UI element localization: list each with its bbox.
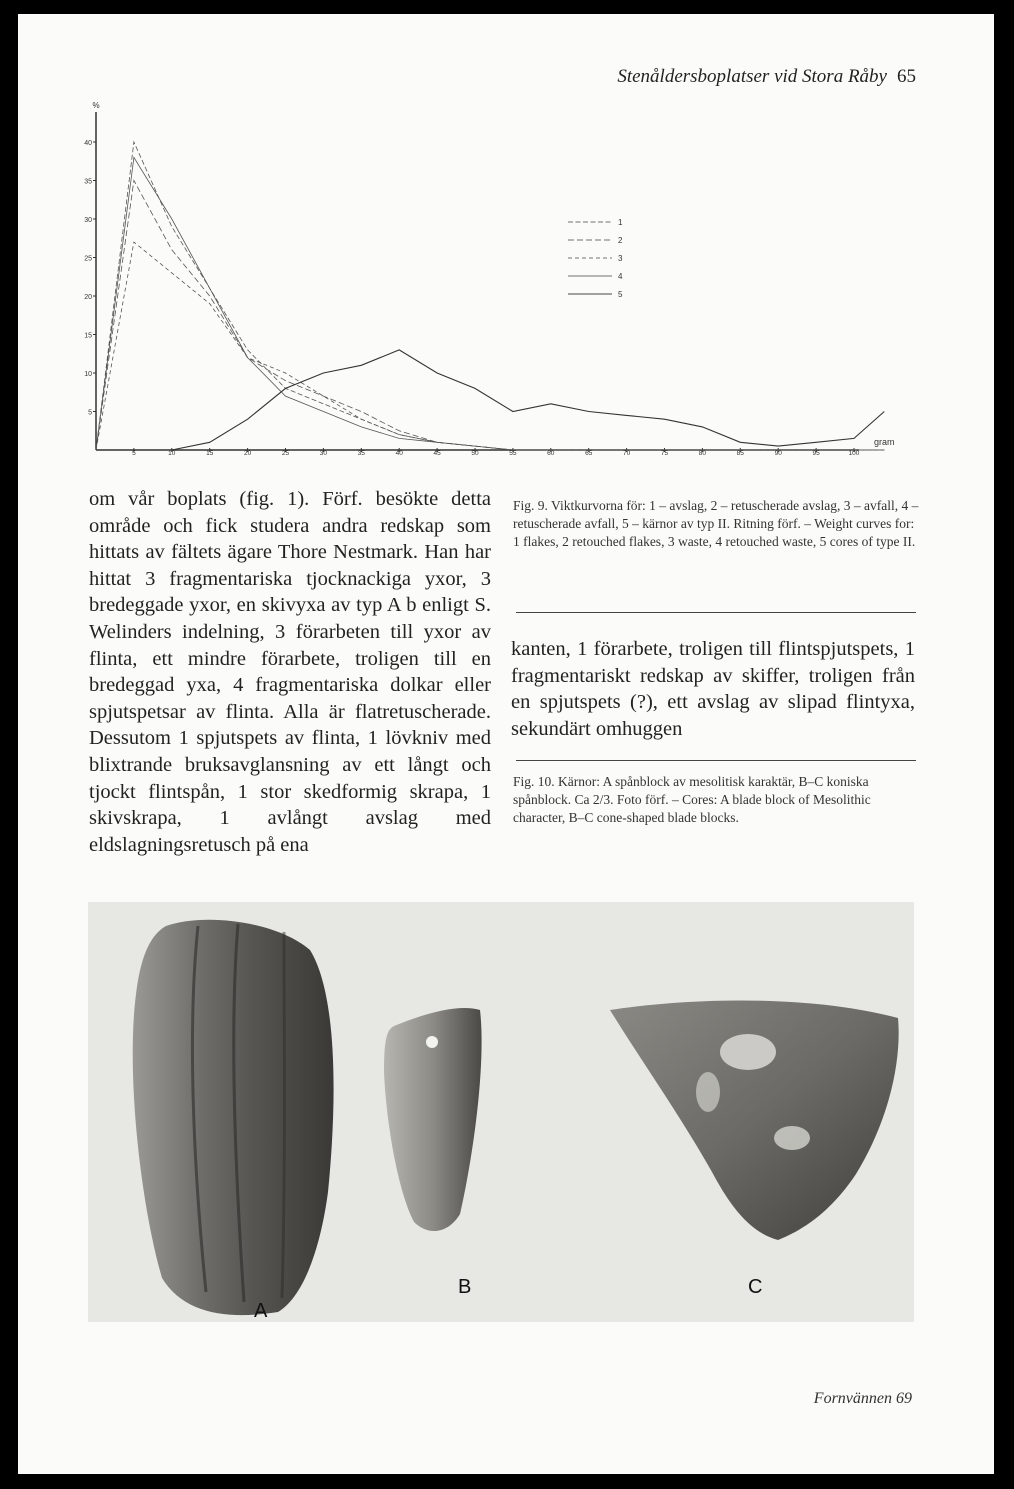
core-c-spot (720, 1034, 776, 1070)
core-a-shape (133, 920, 334, 1315)
figure-10-caption: Fig. 10. Kärnor: A spånblock av mesolitisk karaktär, B–C koniska spånblock. Ca 2/3. Foto förf. – Cores: A blade block of Mesolithic character, B–C cone-shaped blade blocks. (513, 774, 871, 826)
legend-label-1: 1 (618, 218, 623, 227)
x-tick-label: 60 (547, 450, 555, 457)
x-tick-label: 15 (206, 450, 214, 457)
figure-9-weight-curves-chart (0, 0, 1014, 470)
running-title: Stenåldersboplatser vid Stora Råby (617, 66, 887, 87)
legend-label-3: 3 (618, 254, 623, 263)
y-tick-label: 25 (84, 255, 92, 263)
x-tick-label: 55 (509, 450, 517, 457)
journal-footer: Fornvännen 69 (813, 1390, 912, 1407)
y-axis-label: % (92, 101, 100, 110)
x-tick-label: 50 (471, 450, 479, 457)
y-tick-label: 10 (84, 371, 92, 378)
core-c-spot (696, 1072, 720, 1112)
series-line-3 (96, 242, 884, 450)
core-b-spot (426, 1036, 438, 1048)
x-tick-label: 95 (812, 450, 820, 457)
flint-cores-photo (88, 902, 914, 1322)
x-tick-label: 80 (698, 450, 707, 457)
x-tick-label: 35 (357, 450, 365, 457)
x-tick-label: 40 (395, 450, 403, 457)
legend-label-4: 4 (618, 272, 623, 281)
y-tick-label: 20 (84, 294, 92, 301)
figure-9-caption: Fig. 9. Viktkurvorna för: 1 – avslag, 2 – retuscherade avslag, 3 – avfall, 4 – retuscherade avfall, 5 – kärnor av typ II. Ritning förf. – Weight curves for: 1 flakes, 2 retouched flakes, 3 waste, 4 retouched waste, 5 cores of type II. (513, 498, 919, 550)
y-tick-label: 5 (88, 409, 92, 417)
x-tick-label: 20 (243, 450, 252, 457)
legend-label-5: 5 (618, 290, 623, 299)
body-text-left-column: om vår boplats (fig. 1). Förf. besökte detta område och fick studera andra redskap som hittats av fältets ägare Thore Nestmark. Han har hittat 3 fragmentariska tjocknackiga yxor, 3 bredeggade yxor, en skivyxa av typ A b enligt S. Welinders indelning, 3 förarbeten till yxor av flinta, ett mindre förarbete, troligen till en bredeggad yxa, 4 fragmentariska dolkar eller spjutspetsar av flinta. Alla är flatretuscherade. Dessutom 1 spjutspets av flinta, 1 lövkniv med blixtrande bruksavglansning av ett långt och tjockt flintspån, 1 stor skedformig skrapa, 1 skivskrapa, 1 avlångt avslag med eldslagningsretusch på ena (89, 488, 491, 856)
y-tick-label: 30 (84, 217, 92, 224)
x-tick-label: 85 (736, 450, 744, 457)
y-tick-label: 35 (84, 178, 92, 186)
photo-label-a: A (254, 1300, 268, 1322)
figure-10-photograph (88, 902, 914, 1322)
x-tick-label: 10 (168, 450, 176, 457)
legend-label-2: 2 (618, 236, 623, 245)
x-axis-label: gram (874, 437, 895, 447)
x-tick-label: 70 (622, 450, 631, 457)
x-tick-label: 25 (281, 450, 290, 457)
x-tick-label: 30 (319, 450, 328, 457)
y-tick-label: 15 (84, 332, 92, 340)
series-line-5 (96, 350, 884, 450)
core-c-spot (774, 1126, 810, 1150)
y-tick-label: 40 (84, 140, 92, 147)
page-number: 65 (897, 66, 916, 87)
photo-label-b: B (458, 1276, 472, 1298)
x-tick-label: 5 (132, 450, 136, 457)
body-text-right-column: kanten, 1 förarbete, troligen till flintspjutspets, 1 fragmentariskt redskap av skiffer, troligen från en spjutspets (?), ett avslag av slipad flintyxa, sekundärt omhuggen (511, 638, 915, 740)
x-tick-label: 65 (585, 450, 593, 457)
series-line-2 (96, 181, 884, 451)
caption-divider (516, 612, 916, 613)
photo-label-c: C (748, 1276, 763, 1298)
x-tick-label: 75 (660, 450, 669, 457)
x-tick-label: 45 (433, 450, 441, 457)
x-tick-label: 90 (774, 450, 782, 457)
caption-divider (516, 760, 916, 761)
x-tick-label: 100 (848, 450, 860, 457)
